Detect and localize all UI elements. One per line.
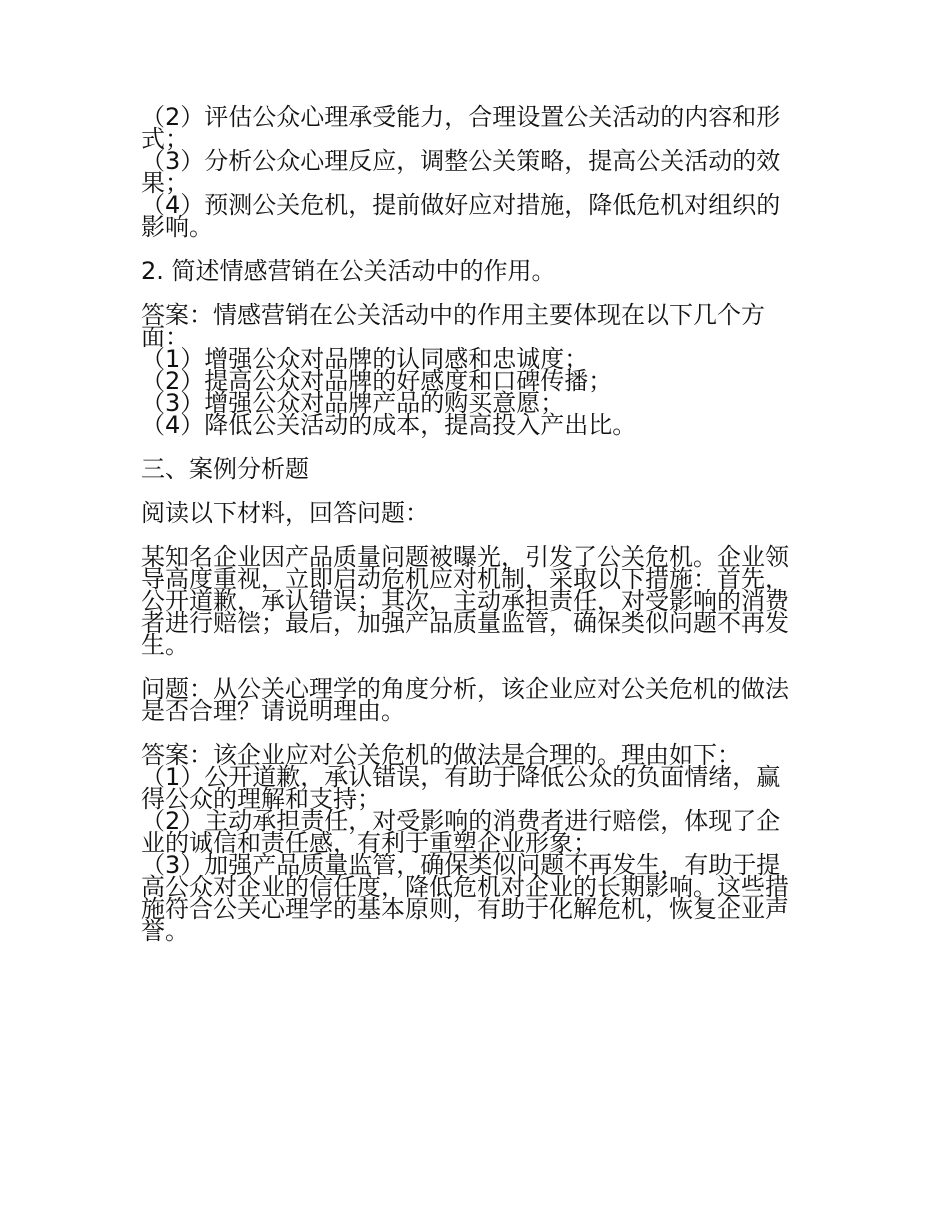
section-heading-case-analysis <box>141 455 813 483</box>
text-line: 是否合理？请说明理由。 <box>141 697 405 725</box>
text-line: （2）主动承担责任，对受影响的消费者进行赔偿，体现了企 <box>141 807 781 835</box>
text-line: 某知名企业因产品质量问题被曝光，引发了公关危机。企业领 <box>141 543 789 571</box>
text-line: 得公众的理解和支持； <box>141 785 381 813</box>
question-2 <box>141 257 813 285</box>
text-line: 影响。 <box>141 213 213 241</box>
case-material <box>141 543 813 659</box>
text-line: 公开道歉，承认错误；其次，主动承担责任，对受影响的消费 <box>141 587 789 615</box>
answer-list-continued <box>141 103 813 241</box>
text-line: 答案：情感营销在公关活动中的作用主要体现在以下几个方 <box>141 301 765 329</box>
instruction-text: 阅读以下材料，回答问题： <box>141 499 429 527</box>
text-line: （4）预测公关危机，提前做好应对措施，降低危机对组织的 <box>141 191 781 219</box>
text-line: 誉。 <box>141 917 189 945</box>
text-line: 施符合公关心理学的基本原则，有助于化解危机，恢复企业声 <box>141 895 789 923</box>
text-line: （2）提高公众对品牌的好感度和口碑传播； <box>141 367 613 395</box>
text-line: （3）分析公众心理反应，调整公关策略，提高公关活动的效 <box>141 147 781 175</box>
document-page <box>141 103 813 964</box>
text-line: 高公众对企业的信任度，降低危机对企业的长期影响。这些措 <box>141 873 789 901</box>
text-line: 生。 <box>141 631 189 659</box>
text-line: 面： <box>141 323 189 351</box>
text-line: （4）降低公关活动的成本，提高投入产出比。 <box>141 411 637 439</box>
text-line: 业的诚信和责任感，有利于重塑企业形象； <box>141 829 597 857</box>
text-line: 者进行赔偿；最后，加强产品质量监管，确保类似问题不再发 <box>141 609 789 637</box>
text-line: （2）评估公众心理承受能力，合理设置公关活动的内容和形 <box>141 103 781 131</box>
section-heading: 三、案例分析题 <box>141 455 309 483</box>
text-line: 式； <box>141 125 189 153</box>
text-line: （1）公开道歉，承认错误，有助于降低公众的负面情绪，赢 <box>141 763 781 791</box>
text-line: 问题：从公关心理学的角度分析，该企业应对公关危机的做法 <box>141 675 789 703</box>
text-line: （3）增强公众对品牌产品的购买意愿； <box>141 389 565 417</box>
text-line: 答案：该企业应对公关危机的做法是合理的。理由如下： <box>141 741 741 769</box>
instruction <box>141 499 813 527</box>
text-line: （1）增强公众对品牌的认同感和忠诚度； <box>141 345 589 373</box>
answer-2 <box>141 301 813 439</box>
question-text: 2. 简述情感营销在公关活动中的作用。 <box>141 257 556 285</box>
case-answer <box>141 741 813 945</box>
text-line: 果； <box>141 169 189 197</box>
text-line: （3）加强产品质量监管，确保类似问题不再发生，有助于提 <box>141 851 781 879</box>
case-question <box>141 675 813 725</box>
text-line: 导高度重视，立即启动危机应对机制，采取以下措施：首先， <box>141 565 789 593</box>
